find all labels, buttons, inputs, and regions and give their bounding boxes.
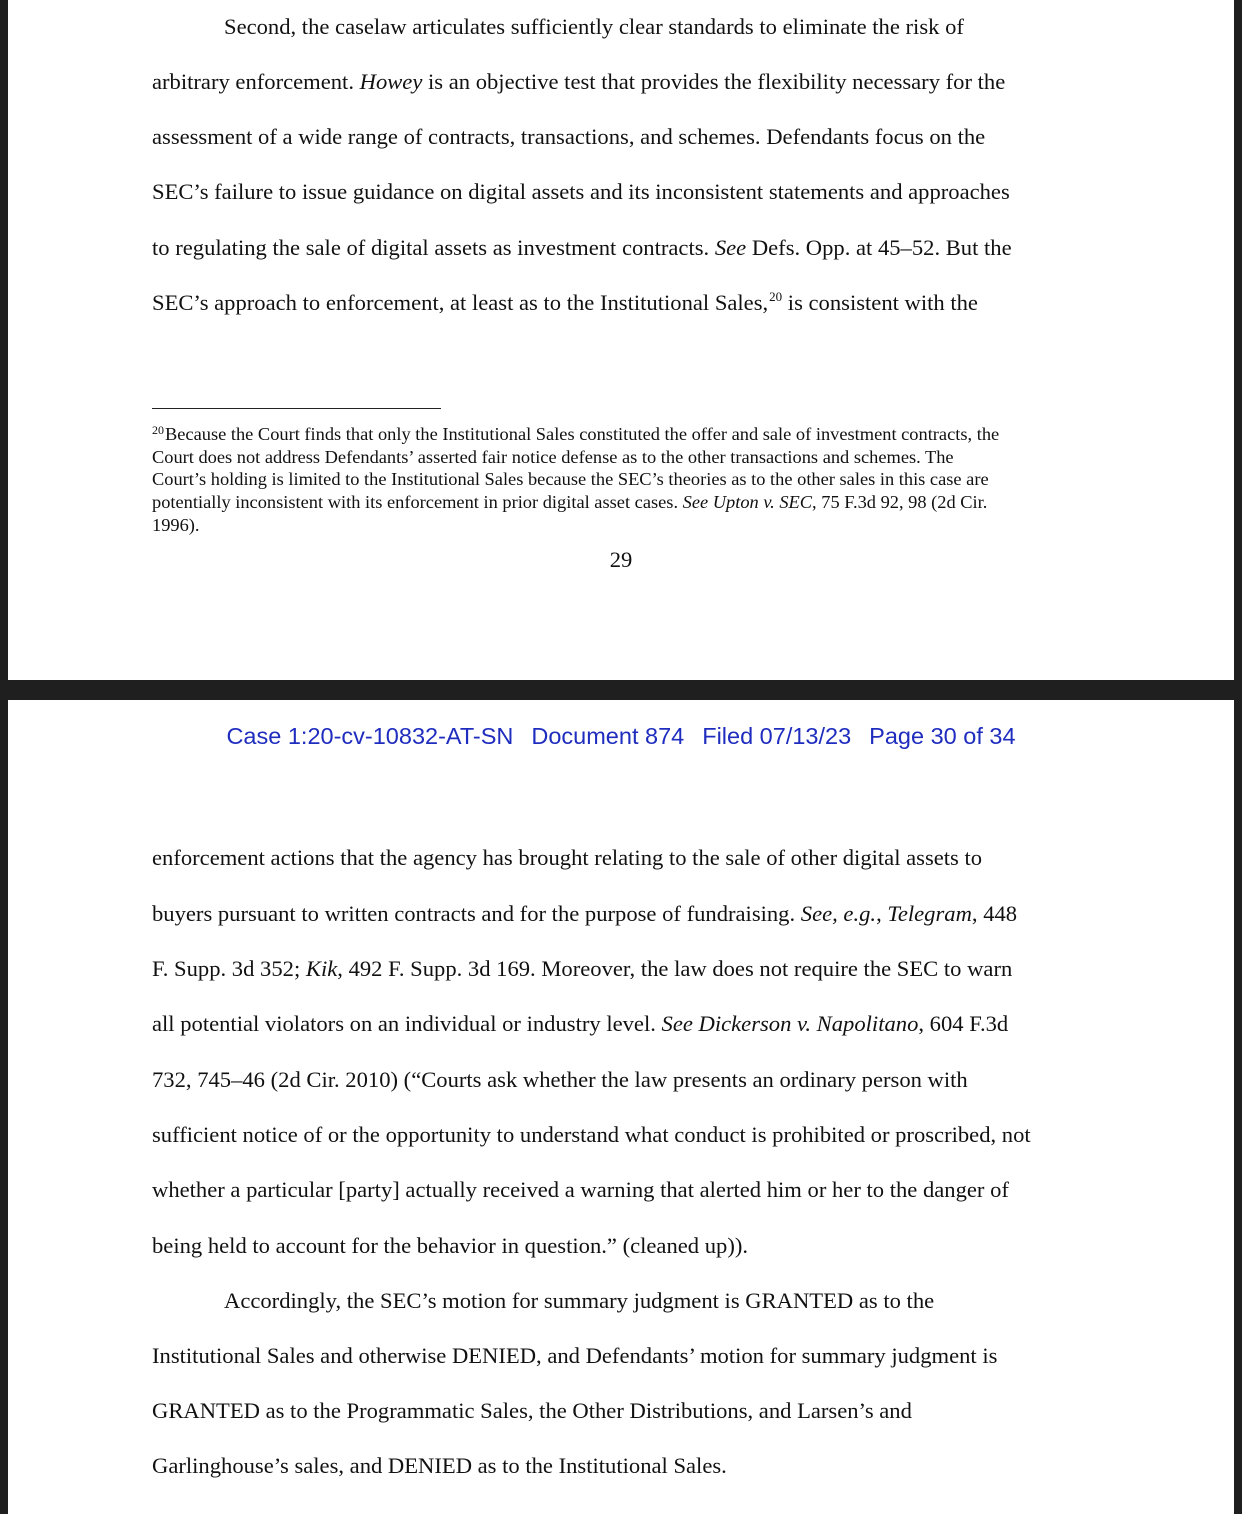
filed-date: Filed 07/13/23 bbox=[702, 723, 852, 749]
body-line-6: sufficient notice of or the opportunity to understand what conduct is prohibited or proscribed, not bbox=[152, 1122, 1031, 1147]
body-line-8: being held to account for the behavior in question.” (cleaned up)). bbox=[152, 1233, 749, 1258]
page-number: 29 bbox=[609, 547, 633, 572]
body-line-12: Garlinghouse’s sales, and DENIED as to the Institutional Sales. bbox=[152, 1453, 727, 1478]
body-line-6: SEC’s approach to enforcement, at least as to the Institutional Sales,$^{20}$ is consistent with the bbox=[152, 289, 978, 315]
case-number: Case 1:20-cv-10832-AT-SN bbox=[226, 723, 514, 749]
document-page-30 bbox=[8, 700, 1234, 1514]
footnote-line-5: 1996). bbox=[152, 515, 200, 535]
footnote-separator bbox=[152, 408, 441, 409]
body-line-3: F. Supp. 3d 352; Kik, 492 F. Supp. 3d 169. Moreover, the law does not require the SEC to warn bbox=[152, 956, 1013, 981]
footnote-reference: 20 bbox=[769, 289, 783, 304]
body-line-4: all potential violators on an individual or industry level. See Dickerson v. Napolitano, 604 F.3d bbox=[152, 1011, 1009, 1036]
body-line-3: assessment of a wide range of contracts, transactions, and schemes. Defendants focus on the bbox=[152, 124, 986, 149]
body-line-4: SEC’s failure to issue guidance on digital assets and its inconsistent statements and approaches bbox=[152, 179, 1010, 204]
footnote-marker: 20 bbox=[152, 423, 164, 437]
body-line-2: buyers pursuant to written contracts and for the purpose of fundraising. See, e.g., Telegram, 448 bbox=[152, 901, 1018, 926]
body-line-1: enforcement actions that the agency has brought relating to the sale of other digital assets to bbox=[152, 845, 983, 870]
body-line-9: Accordingly, the SEC’s motion for summary judgment is GRANTED as to the bbox=[224, 1288, 935, 1313]
body-line-1: Second, the caselaw articulates sufficiently clear standards to eliminate the risk of bbox=[224, 14, 964, 39]
body-line-10: Institutional Sales and otherwise DENIED, and Defendants’ motion for summary judgment is bbox=[152, 1343, 998, 1368]
page-indicator: Page 30 of 34 bbox=[869, 723, 1016, 749]
body-line-7: whether a particular [party] actually received a warning that alerted him or her to the danger of bbox=[152, 1177, 1009, 1202]
document-page-29 bbox=[8, 0, 1234, 680]
footnote-line-3: Court’s holding is limited to the Institutional Sales because the SEC’s theories as to the other sales in this case are bbox=[152, 469, 989, 489]
footnote-line-4: potentially inconsistent with its enforcement in prior digital asset cases. See Upton v. SEC, 75 F.3d 92, 98 (2d Cir. bbox=[152, 492, 988, 512]
body-line-5: to regulating the sale of digital assets as investment contracts. See Defs. Opp. at 45–52. But the bbox=[152, 235, 1012, 260]
ecf-filing-header bbox=[8, 722, 1234, 750]
body-line-2: arbitrary enforcement. Howey is an objective test that provides the flexibility necessary for the bbox=[152, 69, 1006, 94]
footnote-line-2: Court does not address Defendants’ asserted fair notice defense as to the other transactions and schemes. The bbox=[152, 447, 954, 467]
document-number: Document 874 bbox=[531, 723, 685, 749]
body-line-11: GRANTED as to the Programmatic Sales, the Other Distributions, and Larsen’s and bbox=[152, 1398, 912, 1423]
footnote-line-1: $^{20}$Because the Court finds that only the Institutional Sales constituted the offer and sale of investment contracts, the bbox=[152, 423, 1000, 444]
body-line-5: 732, 745–46 (2d Cir. 2010) (“Courts ask whether the law presents an ordinary person with bbox=[152, 1067, 968, 1092]
